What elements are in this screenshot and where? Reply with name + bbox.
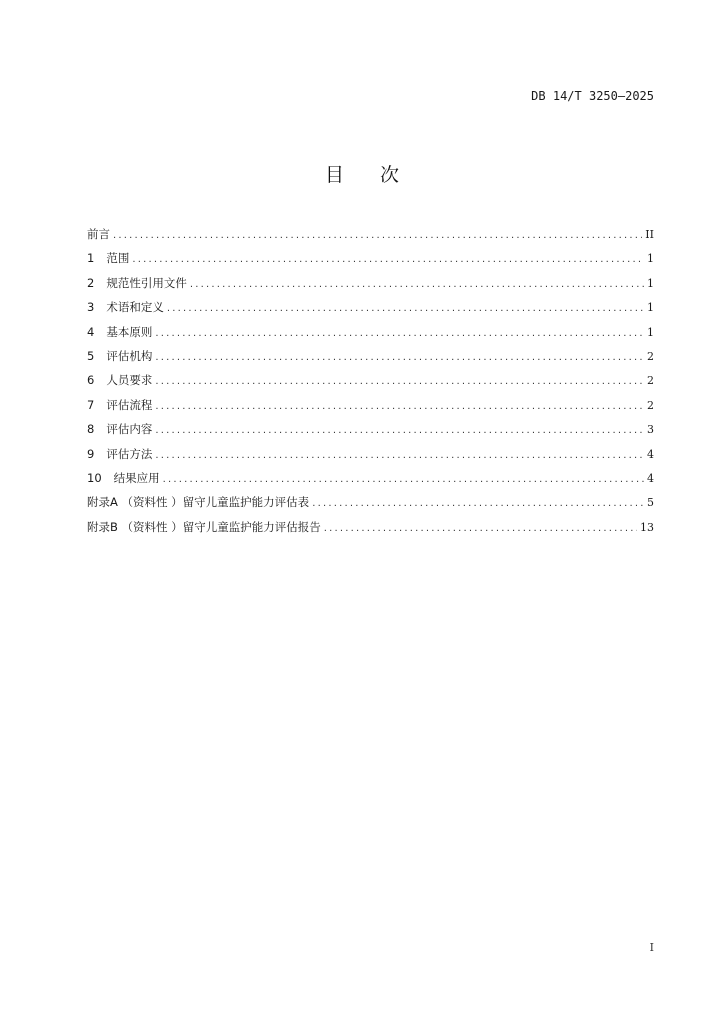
toc-entry-appendix-b[interactable] [87, 517, 654, 541]
toc-entry-assessment-agency[interactable] [87, 346, 654, 370]
toc-entry-foreword[interactable] [87, 224, 654, 248]
toc-dot-leader [312, 494, 644, 514]
toc-entry-page: II [645, 228, 654, 241]
toc-entry-terms-definitions[interactable] [87, 297, 654, 321]
toc-entry-page: 2 [647, 349, 654, 363]
toc-entry-page: 13 [640, 520, 654, 534]
toc-entry-label: 规范性引用文件 [106, 275, 187, 290]
toc-entry-label: 评估机构 [106, 348, 153, 363]
toc-entry-label: 附录B （资料性 ）留守儿童监护能力评估报告 [87, 519, 321, 534]
toc-entry-assessment-methods[interactable] [87, 444, 654, 468]
toc-dot-leader [113, 226, 642, 246]
toc-entry-number: 4 [87, 324, 95, 339]
toc-entry-page: 1 [647, 325, 654, 339]
toc-entry-label: 术语和定义 [106, 300, 164, 315]
toc-entry-personnel-requirements[interactable] [87, 370, 654, 394]
toc-entry-page: 1 [647, 301, 654, 315]
toc-entry-page: 4 [647, 471, 654, 485]
toc-entry-number: 8 [87, 422, 95, 437]
toc-entry-assessment-content[interactable] [87, 419, 654, 443]
toc-list [87, 224, 654, 541]
toc-dot-leader [190, 275, 644, 295]
toc-dot-leader [167, 299, 644, 319]
toc-entry-label: 评估流程 [106, 397, 153, 412]
toc-dot-leader [155, 397, 644, 417]
toc-entry-page: 2 [647, 398, 654, 412]
toc-entry-label: 基本原则 [106, 324, 153, 339]
toc-entry-number: 1 [87, 251, 95, 266]
toc-entry-result-application[interactable] [87, 468, 654, 492]
toc-dot-leader [155, 348, 644, 368]
toc-entry-page: 1 [647, 276, 654, 290]
toc-dot-leader [132, 250, 644, 270]
toc-entry-label: 范围 [106, 251, 130, 266]
standard-id: DB 14/T 3250—2025 [531, 89, 654, 103]
toc-entry-page: 4 [647, 447, 654, 461]
toc-entry-basic-principles[interactable] [87, 322, 654, 346]
toc-entry-normative-references[interactable] [87, 273, 654, 297]
toc-entry-number: 7 [87, 397, 95, 412]
toc-dot-leader [163, 470, 644, 490]
toc-entry-page: 2 [647, 374, 654, 388]
page-number: I [649, 941, 654, 954]
toc-entry-scope[interactable] [87, 248, 654, 272]
toc-dot-leader [155, 421, 644, 441]
toc-entry-number: 2 [87, 275, 95, 290]
toc-entry-label: 人员要求 [106, 373, 153, 388]
page-title [0, 160, 724, 187]
toc-entry-number: 5 [87, 348, 95, 363]
toc-dot-leader [155, 324, 644, 344]
toc-dot-leader [155, 446, 644, 466]
toc-entry-label: 评估方法 [106, 446, 153, 461]
toc-dot-leader [155, 372, 644, 392]
toc-entry-appendix-a[interactable] [87, 492, 654, 516]
toc-entry-label: 前言 [87, 227, 110, 241]
toc-entry-label: 附录A （资料性 ）留守儿童监护能力评估表 [87, 495, 310, 510]
toc-entry-label: 结果应用 [113, 470, 160, 485]
title-part-2: 次 [380, 164, 400, 186]
toc-entry-number: 10 [87, 470, 102, 485]
toc-entry-page: 1 [647, 252, 654, 266]
toc-entry-number: 6 [87, 373, 95, 388]
toc-entry-number: 9 [87, 446, 95, 461]
toc-entry-page: 5 [647, 496, 654, 510]
title-part-1: 目 [324, 164, 344, 186]
toc-entry-page: 3 [647, 423, 654, 437]
toc-entry-number: 3 [87, 300, 95, 315]
toc-dot-leader [324, 519, 637, 539]
toc-entry-label: 评估内容 [106, 422, 153, 437]
toc-entry-assessment-process[interactable] [87, 395, 654, 419]
